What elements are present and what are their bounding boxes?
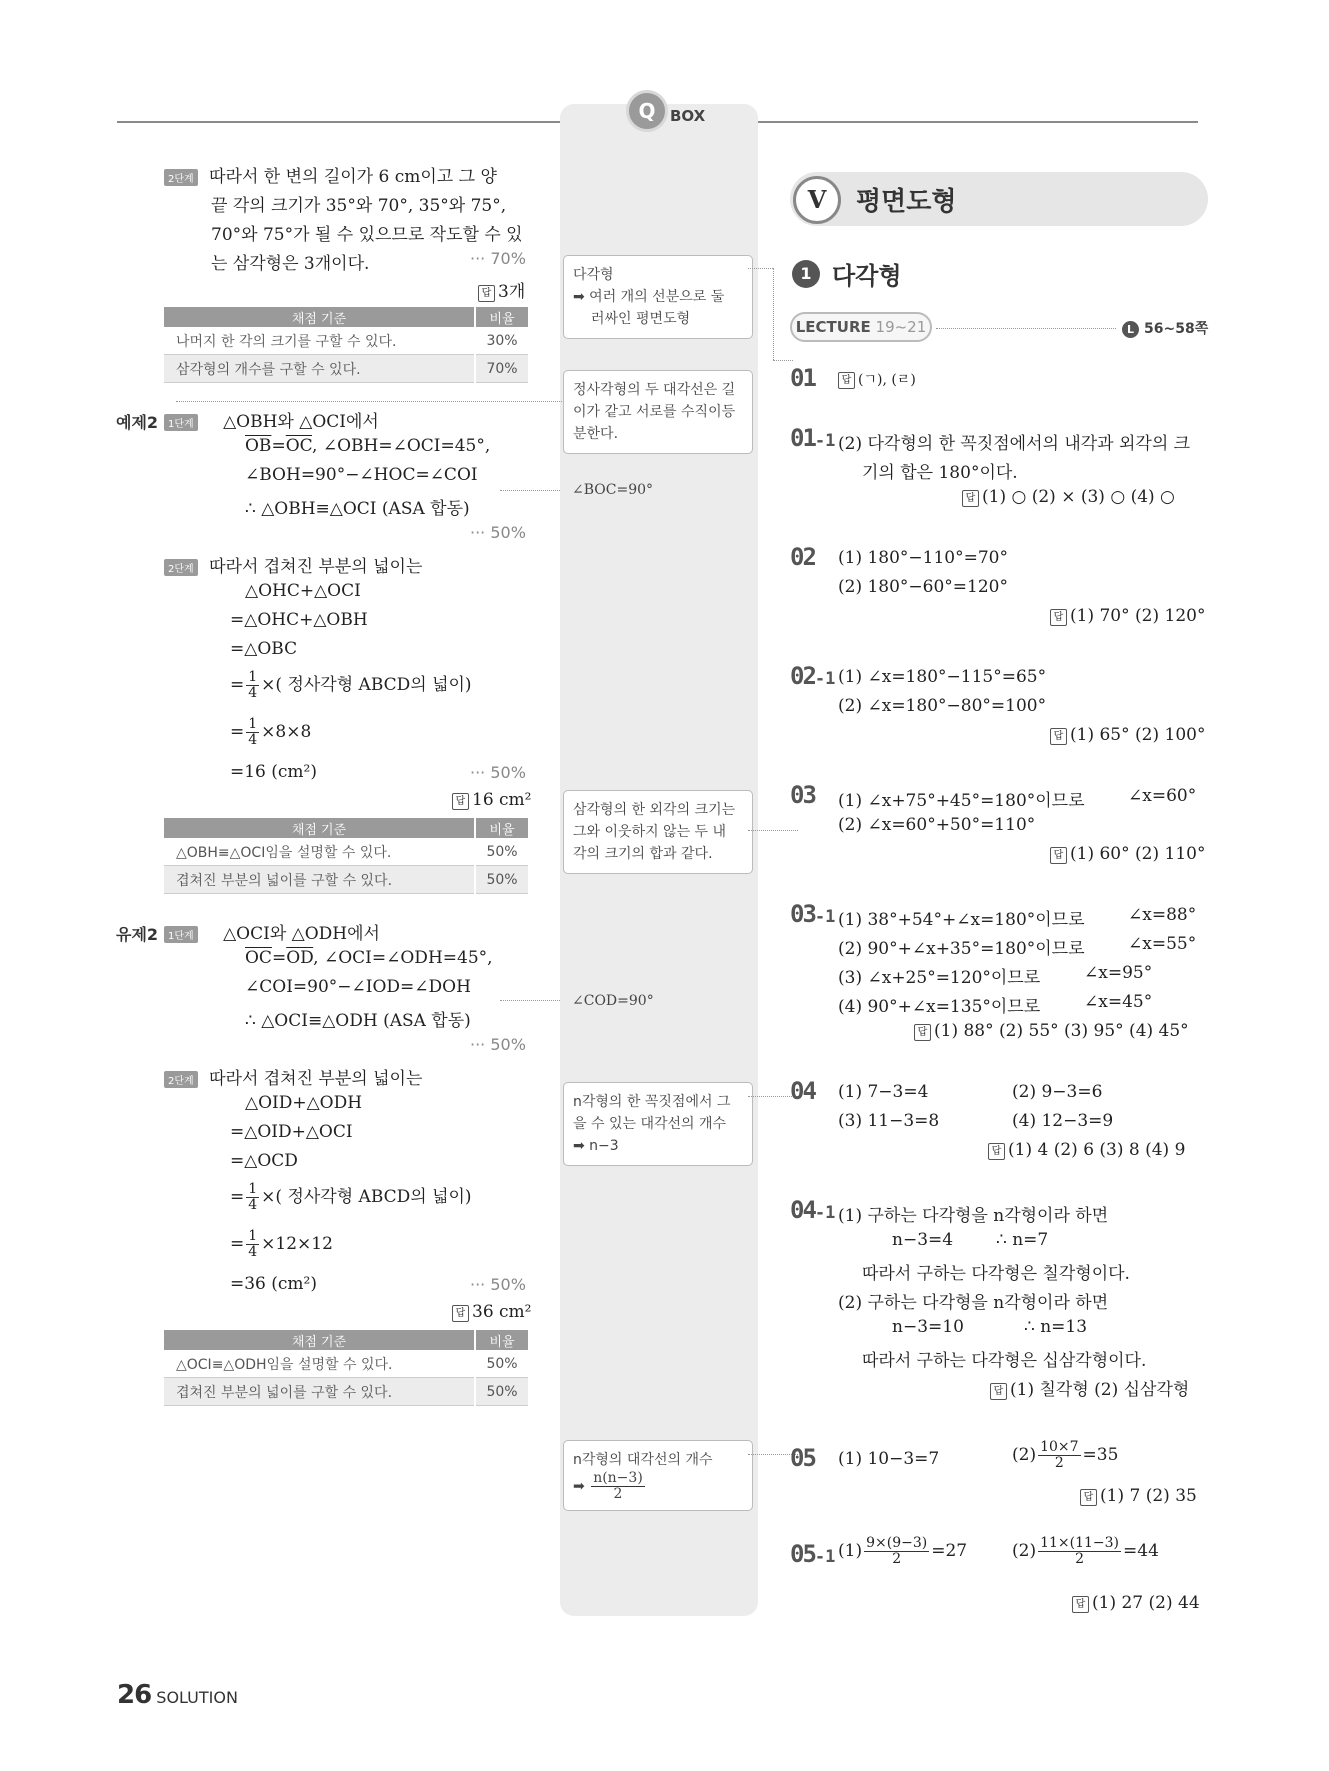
table-cell: △OCI≡△ODH임을 설명할 수 있다. [164,1350,475,1378]
q021-line-1: (1) ∠x=180°−115°=65° [838,667,1047,687]
qbox-label: BOX [670,107,706,125]
ex2-line-1 [164,407,379,432]
q041-answer: 답 (1) 칠각형 (2) 십삼각형 [990,1375,1189,1400]
ex2-line-11: =16 (cm²) [230,762,318,782]
section-number: 1 [792,260,820,288]
yu2-line-4: ∴ △OCI≡△ODH (ASA 합동) [245,1011,471,1031]
question-number: 02 [790,543,815,571]
chapter-title: 평면도형 [856,187,957,217]
intro-line-3: 70°와 75°가 될 수 있으므로 작도할 수 있 [211,225,523,245]
table-cell: 삼각형의 개수를 구할 수 있다. [164,355,475,383]
ex2-text: ×8×8 [261,722,312,742]
table-header-ratio: 비율 [475,307,528,327]
segment-oc: $\overline{OC}$ [245,948,272,968]
q041-line-6: 따라서 구하는 다각형은 십삼각형이다. [862,1351,1147,1371]
chapter-number: V [793,176,841,224]
table-cell: 50% [475,866,528,894]
q051-answer: 답 (1) 27 (2) 44 [1072,1593,1200,1613]
ex2-line-10 [230,717,311,748]
lecture-badge: LECTURE 19~21 [790,312,932,342]
criteria-table-3 [164,1330,528,1406]
q03-line-1-result: ∠x=60° [1128,786,1197,806]
q041-line-2: n−3=4 [892,1230,954,1250]
example-label: 예제2 [116,413,159,432]
yu2-text: ×( 정사각형 ABCD의 넓이) [261,1187,472,1207]
q011-line-1: (2) 다각형의 한 꼭짓점에서의 내각과 외각의 크 [838,434,1191,454]
q011-line-2: 기의 합은 180°이다. [862,463,1018,483]
q03-line-2: (2) ∠x=60°+50°=110° [838,815,1036,835]
eq: = [271,436,286,456]
intro-line-2: 끝 각의 크기가 35°와 70°, 35°와 75°, [211,196,507,216]
ex2-line-6: △OHC+△OCI [245,581,361,601]
q03-line-1: (1) ∠x+75°+45°=180°이므로 [838,791,1085,811]
q041-line-2-result: ∴ n=7 [996,1230,1049,1250]
page-number: 26 [117,1680,152,1710]
eq: = [230,1187,245,1207]
leader-line [773,360,793,361]
q031-line-1-result: ∠x=88° [1128,905,1197,925]
ex2-text: △OBH와 △OCI에서 [223,412,379,432]
segment-oc: $\overline{OC}$ [285,436,313,456]
q05-answer: 답 (1) 7 (2) 35 [1080,1486,1197,1506]
step-badge: 2단계 [164,169,198,186]
yu2-answer [452,1302,532,1322]
yu2-line-1 [164,919,380,944]
question-number: 04 [790,1077,815,1105]
q031-line-2-result: ∠x=55° [1128,934,1197,954]
intro-text: 따라서 한 변의 길이가 6 cm이고 그 양 [209,167,497,187]
answer-mark: 답 [452,793,469,810]
fraction: $\frac{11\times(11-3)}{2}$ [1040,1535,1120,1567]
qbox-note-cod: ∠COD=90° [572,993,654,1009]
yu2-line-2 [245,948,493,968]
yu2-line-11: =36 (cm²) [230,1274,318,1294]
q02-line-2: (2) 180°−60°=120° [838,577,1008,597]
q041-line-1: (1) 구하는 다각형을 n각형이라 하면 [838,1206,1109,1226]
q011-answer: 답 (1) ○ (2) × (3) ○ (4) ○ [962,487,1175,507]
leader-line [773,268,774,360]
question-number: 01-1 [790,424,836,452]
ex2-line-9 [230,670,472,701]
ex2-line-3: ∠BOH=90°−∠HOC=∠COI [245,465,478,485]
table-header: 채점 기준 [164,307,475,327]
eq: = [230,675,245,695]
step-badge: 2단계 [164,1071,198,1088]
answer-mark: 답 [452,1305,469,1322]
question-number: 05-1 [790,1540,836,1568]
ex2-text: ×( 정사각형 ABCD의 넓이) [261,675,472,695]
eq: = [271,948,287,968]
ex2-percent-2: ··· 50% [470,763,526,782]
q051-line-b: (2) $\frac{11\times(11-3)}{2}$ =44 [1012,1535,1159,1567]
ex2-line-8: =△OBC [230,639,298,659]
yu2-percent-2: ··· 50% [470,1275,526,1294]
q03-answer: 답 (1) 60° (2) 110° [1050,844,1205,864]
answer-text: 3개 [498,282,526,302]
q051-line-a: (1) $\frac{9\times(9-3)}{2}$ =27 [838,1535,968,1567]
q04-line-1-right: (2) 9−3=6 [1012,1082,1103,1102]
yu2-line-7: =△OID+△OCI [230,1122,353,1142]
step-badge: 1단계 [164,414,198,431]
ex2-line-5 [164,552,422,577]
leader-line [748,268,773,269]
table-cell: 70% [475,355,528,383]
exercise-label: 유제2 [116,925,159,944]
intro-answer [478,277,525,302]
fraction: $\frac{1}{4}$ [248,1181,258,1213]
fraction: $\frac{n(n-3)}{2}$ [593,1470,643,1502]
q04-answer: 답 (1) 4 (2) 6 (3) 8 (4) 9 [988,1140,1185,1160]
yu2-text: 따라서 겹쳐진 부분의 넓이는 [209,1069,423,1089]
fraction: $\frac{1}{4}$ [248,716,258,748]
qbox-note-polygon: 다각형 ➡ 여러 개의 선분으로 둘 러싸인 평면도형 [563,255,753,339]
question-number: 01 [790,364,815,392]
ex2-answer [452,790,532,810]
q04-line-2: (3) 11−3=8 [838,1111,940,1131]
q031-answer: 답 (1) 88° (2) 55° (3) 95° (4) 45° [914,1021,1189,1041]
top-rule-right [758,121,1198,123]
q041-line-3: 따라서 구하는 다각형은 칠각형이다. [862,1264,1130,1284]
table-header-ratio: 비율 [475,1330,528,1350]
segment-ob: $\overline{OB}$ [245,436,272,456]
qbox-note-diagonal-count: n각형의 대각선의 개수 ➡ $\frac{n(n-3)}{2}$ [563,1440,753,1511]
q031-line-3-result: ∠x=95° [1084,963,1153,983]
q031-line-3: (3) ∠x+25°=120°이므로 [838,968,1041,988]
q04-line-1: (1) 7−3=4 [838,1082,929,1102]
q041-line-5-result: ∴ n=13 [1024,1317,1088,1337]
table-cell: 나머지 한 각의 크기를 구할 수 있다. [164,327,475,355]
q01-answer: 답 (ㄱ), (ㄹ) [838,369,916,389]
page-reference: L 56~58쪽 [1122,318,1208,338]
yu2-line-10 [230,1229,333,1260]
ex2-line-4: ∴ △OBH≡△OCI (ASA 합동) [245,499,470,519]
table-header: 채점 기준 [164,818,475,838]
table-cell: 30% [475,327,528,355]
yu2-text: , ∠OCI=∠ODH=45°, [313,948,493,968]
question-number: 03-1 [790,900,836,928]
yu2-percent-1: ··· 50% [470,1035,526,1054]
page-footer [117,1680,238,1710]
footer-label: SOLUTION [156,1688,238,1707]
step-badge: 2단계 [164,559,198,576]
ex2-text: 따라서 겹쳐진 부분의 넓이는 [209,557,423,577]
q031-line-1: (1) 38°+54°+∠x=180°이므로 [838,910,1085,930]
q031-line-2: (2) 90°+∠x+35°=180°이므로 [838,939,1085,959]
leader-line [748,830,798,831]
question-number: 03 [790,781,815,809]
table-header: 채점 기준 [164,1330,475,1350]
table-cell: 50% [475,1378,528,1406]
table-cell: 겹쳐진 부분의 넓이를 구할 수 있다. [164,1378,475,1406]
qbox-note-exterior-angle: 삼각형의 한 외각의 크기는 그와 이웃하지 않는 두 내 각의 크기의 합과 같다. [563,790,753,874]
step-badge: 1단계 [164,926,198,943]
question-number: 02-1 [790,662,836,690]
leader-line [500,490,560,491]
q02-line-1: (1) 180°−110°=70° [838,548,1008,568]
q041-line-4: (2) 구하는 다각형을 n각형이라 하면 [838,1293,1109,1313]
q05-line-1-right: (2) $\frac{10\times 7}{2}$ =35 [1012,1439,1119,1471]
ex2-percent-1: ··· 50% [470,523,526,542]
answer-mark: 답 [478,285,495,302]
criteria-table-1 [164,307,528,383]
q031-line-4: (4) 90°+∠x=135°이므로 [838,997,1041,1017]
fraction: $\frac{9\times(9-3)}{2}$ [866,1535,928,1567]
eq: = [230,722,245,742]
segment-od: $\overline{OD}$ [286,948,314,968]
leader-line [936,328,1116,329]
lecture-icon: L [1122,321,1139,338]
yu2-line-5 [164,1064,422,1089]
intro-line-1 [164,162,497,187]
eq: = [230,1234,245,1254]
qbox-note-boc: ∠BOC=90° [572,482,654,498]
ex2-line-7: =△OHC+△OBH [230,610,368,630]
qbox-logo: Q [626,90,668,132]
top-rule-left [117,121,560,123]
q02-answer: 답 (1) 70° (2) 120° [1050,606,1205,626]
qbox-note-square-diagonal: 정사각형의 두 대각선은 길 이가 같고 서로를 수직이등 분한다. [563,370,753,454]
fraction: $\frac{10\times 7}{2}$ [1040,1439,1079,1471]
leader-line [500,1000,560,1001]
fraction: $\frac{1}{4}$ [248,1228,258,1260]
q05-line-1: (1) 10−3=7 [838,1449,940,1469]
yu2-line-6: △OID+△ODH [245,1093,363,1113]
yu2-line-8: =△OCD [230,1151,298,1171]
table-cell: △OBH≡△OCI임을 설명할 수 있다. [164,838,475,866]
q031-line-4-result: ∠x=45° [1084,992,1153,1012]
yu2-text: △OCI와 △ODH에서 [223,924,380,944]
q021-answer: 답 (1) 65° (2) 100° [1050,725,1205,745]
fraction: $\frac{1}{4}$ [248,669,258,701]
chapter-banner [790,172,1208,226]
yu2-line-3: ∠COI=90°−∠IOD=∠DOH [245,977,471,997]
intro-percent: ··· 70% [470,249,526,268]
leader-line [176,401,562,402]
table-cell: 50% [475,838,528,866]
q021-line-2: (2) ∠x=180°−80°=100° [838,696,1047,716]
answer-text: 36 cm² [472,1302,532,1322]
ex2-line-2 [245,436,490,456]
section-title: 다각형 [832,262,902,290]
question-number: 04-1 [790,1196,836,1224]
yu2-line-9 [230,1182,472,1213]
question-number: 05 [790,1444,815,1472]
q04-line-2-right: (4) 12−3=9 [1012,1111,1114,1131]
ex2-text: , ∠OBH=∠OCI=45°, [312,436,491,456]
table-header-ratio: 비율 [475,818,528,838]
table-cell: 겹쳐진 부분의 넓이를 구할 수 있다. [164,866,475,894]
q041-line-5: n−3=10 [892,1317,964,1337]
answer-text: 16 cm² [472,790,532,810]
intro-line-4: 는 삼각형은 3개이다. [211,254,370,274]
yu2-text: ×12×12 [261,1234,333,1254]
qbox-note-diagonal-from-vertex: n각형의 한 꼭짓점에서 그 을 수 있는 대각선의 개수 ➡ n−3 [563,1082,753,1166]
criteria-table-2 [164,818,528,894]
table-cell: 50% [475,1350,528,1378]
